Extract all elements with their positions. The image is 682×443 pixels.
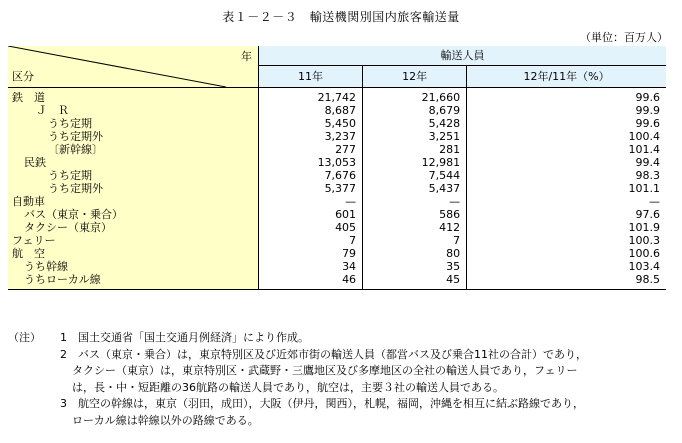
value-ratio: 99.4 (635, 156, 660, 169)
row-label: 自動車 (8, 195, 259, 208)
note-line-2 (8, 347, 587, 364)
value-11: — (345, 195, 357, 208)
value-ratio: 98.5 (467, 273, 666, 290)
row-label: うち定期外 (8, 182, 259, 195)
value-11: 46 (259, 273, 363, 290)
value-11: 8,687 (324, 104, 357, 117)
value-12: 80 (363, 247, 467, 260)
row-label: うちローカル線 (8, 273, 259, 290)
row-label: バス（東京・乗合） (8, 208, 259, 221)
notes-section (8, 330, 587, 429)
note-text: 3 航空の幹線は，東京（羽田，成田），大阪（伊丹，関西），札幌，福岡，沖縄を相互に結ぶ路線であり， (60, 397, 584, 410)
table-row (8, 88, 666, 105)
value-ratio: 100.3 (628, 234, 660, 247)
passenger-transport-table (8, 46, 666, 290)
value-12: 12,981 (363, 156, 467, 169)
note-text: 1 国土交通省「国土交通月例経済」により作成。 (60, 331, 309, 344)
row-label: フェリー (8, 234, 259, 247)
value-ratio: 97.6 (635, 208, 660, 221)
table-row (8, 169, 666, 182)
value-11: 21,742 (317, 91, 357, 104)
table-row (8, 156, 666, 169)
note-line-5 (8, 396, 587, 413)
note-line-6 (8, 413, 587, 430)
value-12: 3,251 (363, 130, 467, 143)
value-12: 281 (363, 143, 467, 156)
value-11: 34 (342, 260, 357, 273)
row-label: 〔新幹線〕 (8, 143, 259, 156)
value-ratio: 101.9 (628, 221, 660, 234)
table-row (8, 221, 666, 234)
column-header-11: 11年 (259, 66, 363, 88)
value-ratio: 103.4 (628, 260, 660, 273)
value-11: 7 (349, 234, 357, 247)
row-label: 民鉄 (8, 156, 259, 169)
table-title: 表１－２－３ 輸送機関別国内旅客輸送量 (222, 10, 460, 24)
value-ratio: 101.1 (628, 182, 660, 195)
value-12: 7,544 (363, 169, 467, 182)
value-ratio: 99.6 (635, 117, 660, 130)
row-label: 鉄 道 (8, 88, 259, 105)
unit-label: （単位：百万人） (580, 31, 668, 44)
table-row (8, 143, 666, 156)
value-12: 45 (363, 273, 467, 290)
header-corner-cell (8, 46, 259, 88)
header-year-label: 年 (241, 50, 252, 63)
value-12: 586 (363, 208, 467, 221)
row-label: うち定期外 (8, 130, 259, 143)
table-row (8, 273, 666, 290)
row-label: うち定期 (8, 169, 259, 182)
value-12: — (363, 195, 467, 208)
note-text: ローカル線は幹線以外の路線である。 (72, 413, 259, 427)
table-row (8, 182, 666, 195)
header-division-label: 区分 (12, 70, 34, 83)
table-row (8, 247, 666, 260)
value-11: 13,053 (317, 156, 357, 169)
column-header-12: 12年 (363, 66, 467, 88)
header-group-label: 輸送人員 (259, 46, 667, 66)
value-ratio: 98.3 (635, 169, 660, 182)
value-12: 5,437 (363, 182, 467, 195)
table-body (8, 88, 666, 290)
value-12: 412 (363, 221, 467, 234)
note-line-3 (8, 363, 587, 380)
value-11: 601 (335, 208, 357, 221)
value-11: 79 (342, 247, 357, 260)
value-12: 7 (363, 234, 467, 247)
value-12: 35 (363, 260, 467, 273)
value-11: 277 (335, 143, 357, 156)
value-ratio: 100.4 (628, 130, 660, 143)
value-11: 5,377 (324, 182, 357, 195)
value-11: 7,676 (324, 169, 357, 182)
notes-prefix: （注） (8, 331, 41, 344)
value-12: 5,428 (363, 117, 467, 130)
row-label: うち幹線 (8, 260, 259, 273)
value-12: 8,679 (363, 104, 467, 117)
table-row (8, 208, 666, 221)
table-row (8, 260, 666, 273)
value-ratio: 100.6 (628, 247, 660, 260)
table-row (8, 130, 666, 143)
row-label: タクシー（東京） (8, 221, 259, 234)
value-ratio: 99.9 (635, 104, 660, 117)
table-row (8, 234, 666, 247)
value-ratio: — (649, 195, 660, 208)
value-11: 5,450 (324, 117, 357, 130)
row-label: 航 空 (8, 247, 259, 260)
header-diagonal-line (8, 46, 226, 87)
column-header-ratio: 12年/11年（%） (467, 66, 666, 88)
value-11: 3,237 (324, 130, 357, 143)
table-row (8, 117, 666, 130)
value-11: 405 (335, 221, 357, 234)
row-label: うち定期 (8, 117, 259, 130)
table-row (8, 195, 666, 208)
note-text: タクシー（東京）は，東京特別区・武蔵野・三鷹地区及び多摩地区の全社の輸送人員であり，フェリー (72, 364, 578, 377)
note-line-1 (8, 330, 587, 347)
value-12: 21,660 (363, 88, 467, 105)
note-line-4 (8, 380, 587, 397)
table-row (8, 104, 666, 117)
value-ratio: 101.4 (628, 143, 660, 156)
note-text: は，長・中・短距離の36航路の輸送人員であり，航空は，主要３社の輸送人員である。 (72, 380, 504, 394)
value-ratio: 99.6 (635, 91, 660, 104)
row-label: Ｊ Ｒ (8, 104, 259, 117)
note-text: 2 バス（東京・乗合）は，東京特別区及び近郊市街の輸送人員（都営バス及び乗合11社の合計）であり， (60, 347, 587, 361)
